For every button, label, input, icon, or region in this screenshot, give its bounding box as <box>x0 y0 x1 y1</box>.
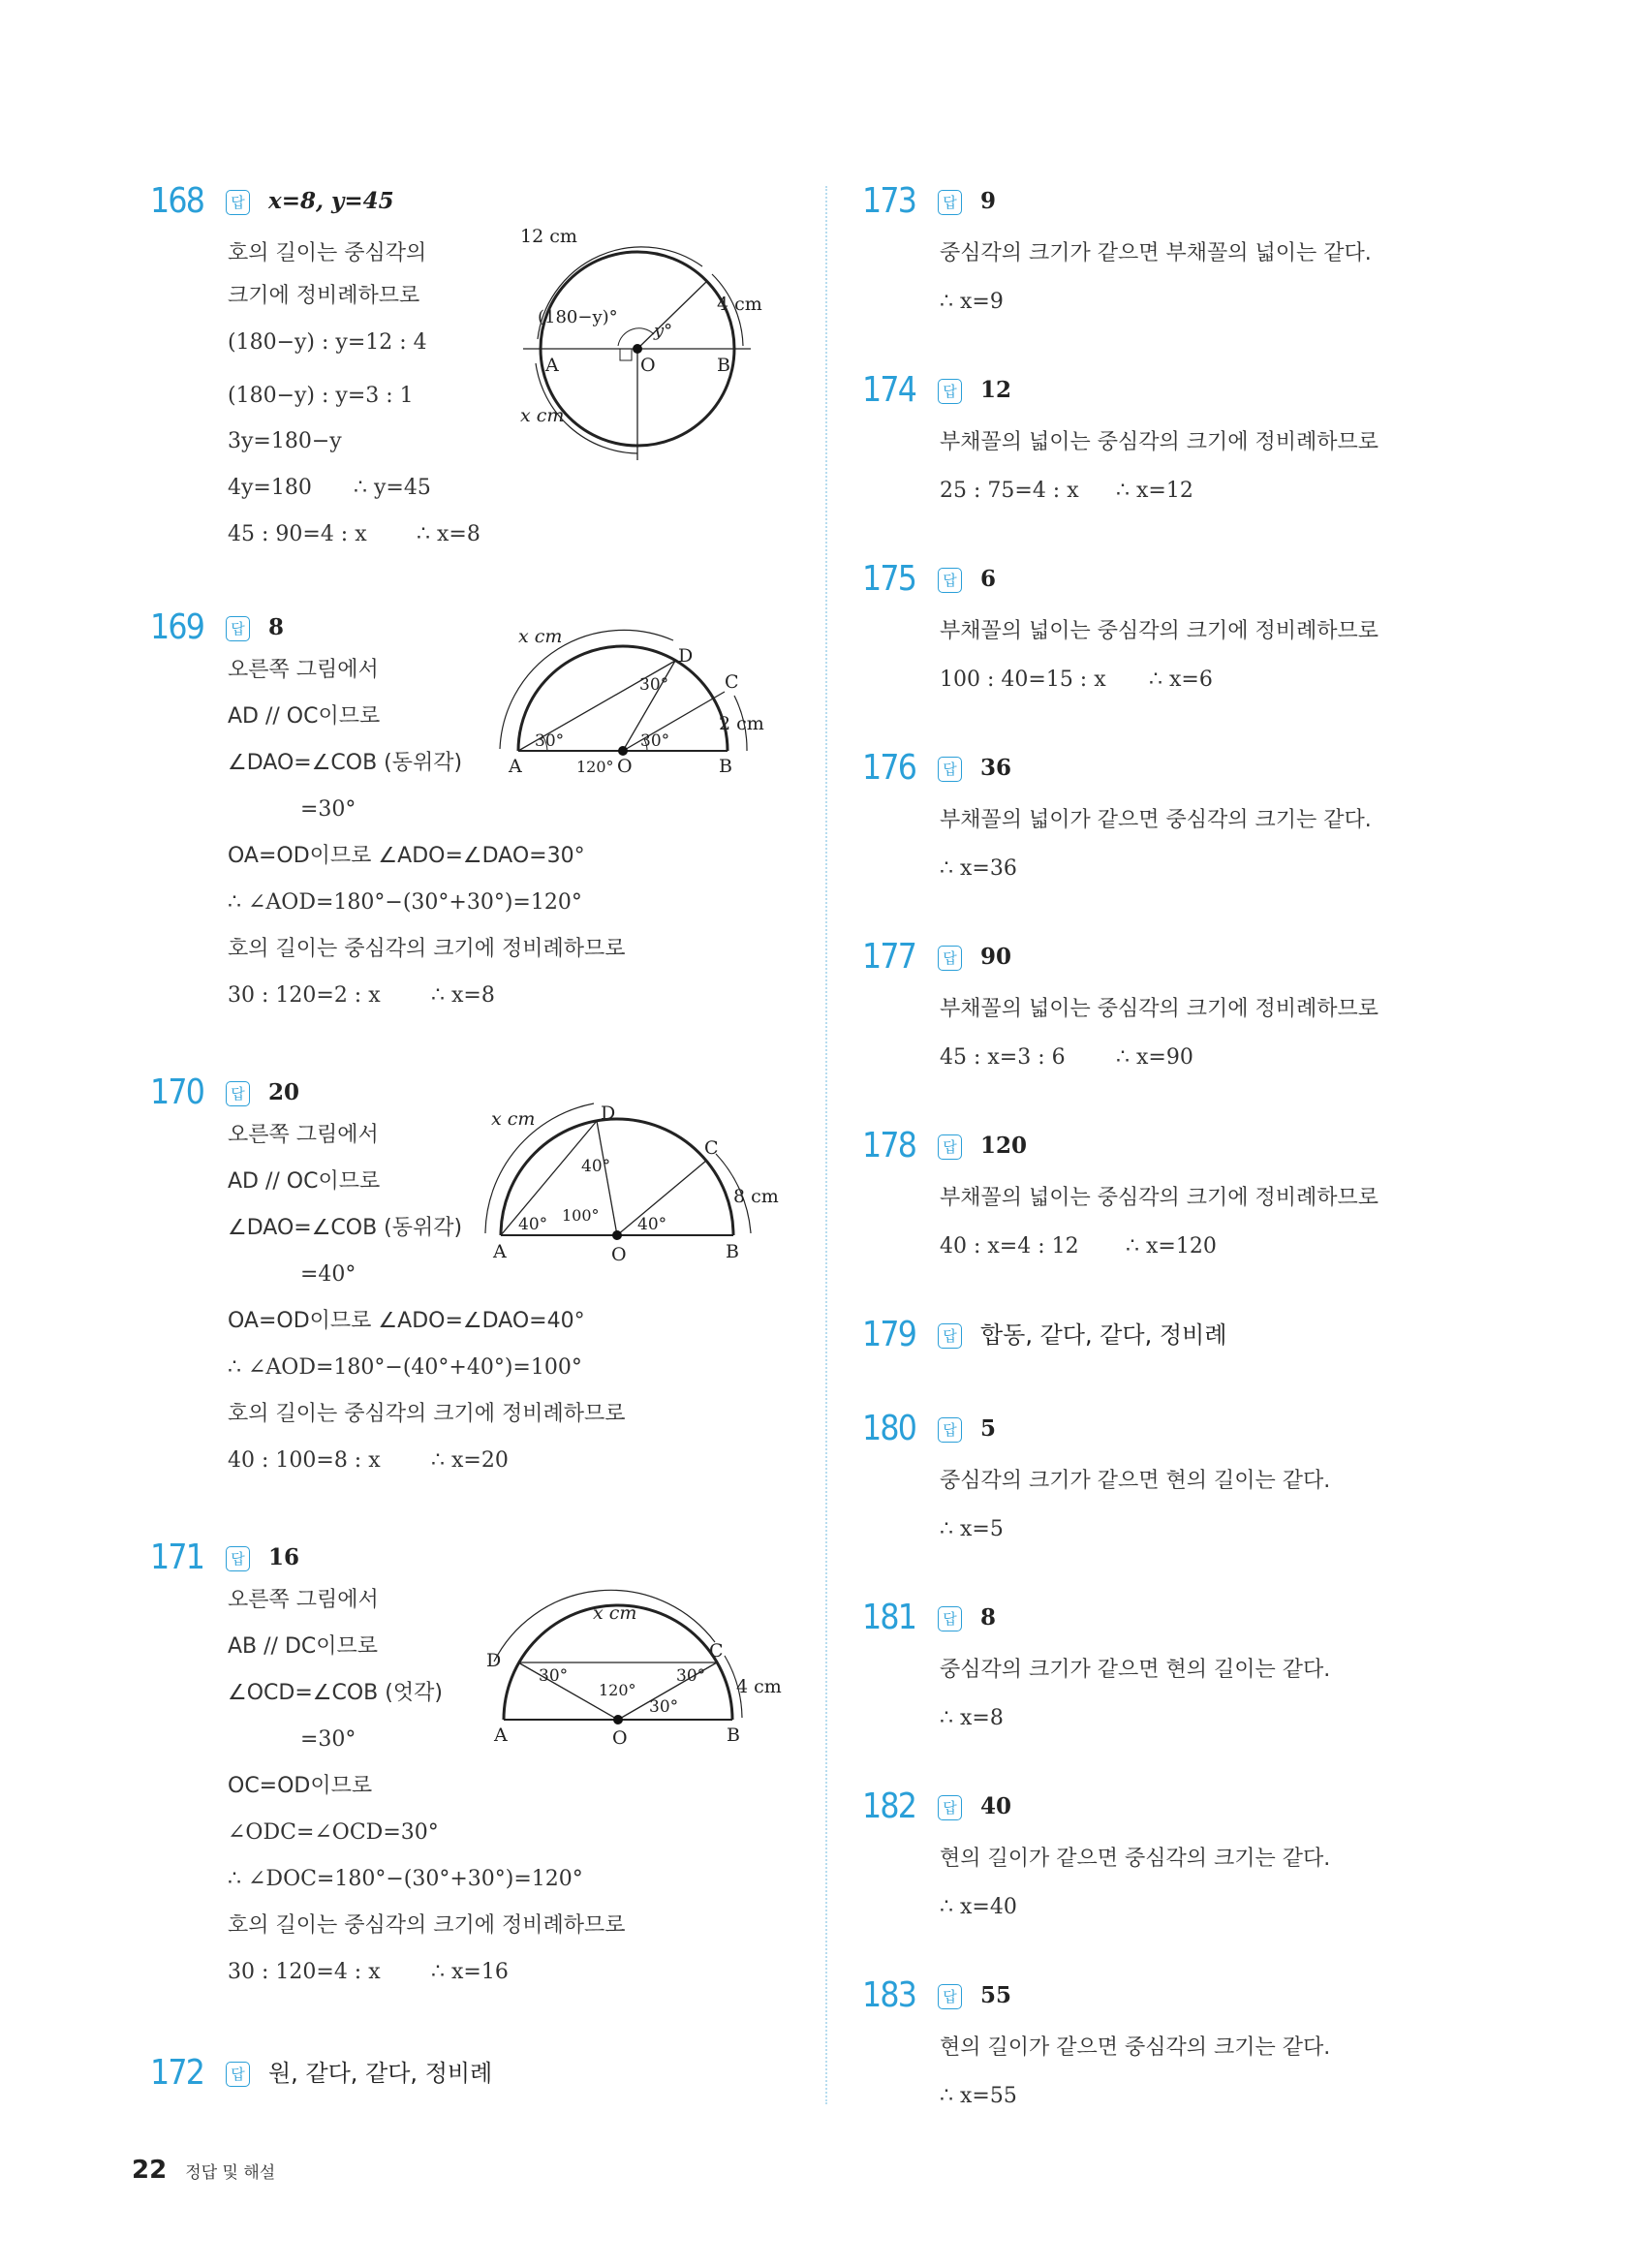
label-angle-OCD: 30° <box>676 1666 706 1686</box>
answer-text: 16 <box>268 1544 300 1570</box>
radius-OD <box>597 1121 617 1235</box>
answer-badge: 답 <box>938 1606 962 1631</box>
problem-number: 176 <box>862 748 916 788</box>
point-O: O <box>611 1244 627 1265</box>
center-point <box>633 344 642 354</box>
label-8cm: 8 cm <box>733 1186 779 1207</box>
solution-line: ∴ ∠AOD=180°−(40°+40°)=100° <box>228 1355 582 1380</box>
solution-line: 100 : 40=15 : x <box>940 668 1106 692</box>
solution-line: ∴ x=16 <box>431 1960 509 1984</box>
label-angle-ADO: 40° <box>581 1157 611 1176</box>
point-C: C <box>709 1640 724 1662</box>
solution-line: ∴ x=36 <box>940 856 1017 881</box>
answer-text: 8 <box>268 614 285 640</box>
point-A: A <box>493 1241 507 1262</box>
answer-text: 8 <box>980 1604 997 1631</box>
problem-number: 175 <box>862 559 916 599</box>
solution-line: 45 : 90=4 : x <box>228 522 367 546</box>
label-xcm: x cm <box>518 626 563 647</box>
answer-text: 120 <box>980 1133 1028 1159</box>
solution-line: 4y=180 <box>228 476 312 500</box>
point-A: A <box>509 756 522 777</box>
angle-arc <box>618 328 654 346</box>
point-B: B <box>726 1241 739 1262</box>
solution-line: AD // OC이므로 <box>228 1169 381 1194</box>
solution-line: AB // DC이므로 <box>228 1634 379 1659</box>
answer-text: 12 <box>980 377 1012 403</box>
label-angle-COB: 40° <box>637 1215 667 1234</box>
point-O: O <box>612 1727 628 1749</box>
label-angle-COB: 30° <box>640 731 670 751</box>
point-A: A <box>545 355 559 376</box>
point-B: B <box>727 1724 740 1746</box>
answer-badge: 답 <box>938 1795 962 1820</box>
solution-line: (180−y) : y=3 : 1 <box>228 384 414 408</box>
answer-badge: 답 <box>226 616 250 641</box>
solution-line: ∴ x=6 <box>1149 668 1213 692</box>
solution-line: ∠ODC=∠OCD=30° <box>228 1820 439 1845</box>
solution-line: 호의 길이는 중심각의 <box>228 241 427 265</box>
solution-line: ∴ x=8 <box>431 983 495 1008</box>
point-C: C <box>704 1137 719 1159</box>
answer-badge: 답 <box>226 190 250 215</box>
problem-number: 170 <box>150 1072 204 1112</box>
solution-line: 40 : x=4 : 12 <box>940 1234 1079 1258</box>
label-angle-180-y: (180−y)° <box>538 307 618 327</box>
point-O: O <box>617 756 633 777</box>
solution-line: (180−y) : y=12 : 4 <box>228 330 427 355</box>
point-D: D <box>678 645 694 667</box>
label-angle-DOC: 120° <box>599 1681 636 1699</box>
solution-line: 30 : 120=2 : x <box>228 983 381 1008</box>
answer-text: 6 <box>980 566 997 592</box>
label-xcm: x cm <box>520 405 565 426</box>
label-angle-ODC: 30° <box>539 1666 569 1686</box>
problem-181 <box>862 1596 1482 1730</box>
answer-badge: 답 <box>938 1323 962 1349</box>
answer-text: 36 <box>980 755 1012 781</box>
solution-line: ∠DAO=∠COB (동위각) <box>228 751 463 775</box>
page-number: 22 <box>132 2156 168 2185</box>
answer-badge: 답 <box>226 1546 250 1571</box>
answer-badge: 답 <box>938 1417 962 1443</box>
solution-line: 부채꼴의 넓이가 같으면 중심각의 크기는 같다. <box>940 808 1372 832</box>
problem-183 <box>862 1973 1482 2108</box>
answer-text: 5 <box>980 1415 997 1442</box>
problem-number: 181 <box>862 1598 916 1637</box>
solution-line: 30 : 120=4 : x <box>228 1960 381 1984</box>
problem-number: 178 <box>862 1126 916 1165</box>
problem-174 <box>862 368 1482 503</box>
solution-line: 호의 길이는 중심각의 크기에 정비례하므로 <box>228 1913 626 1938</box>
problem-number: 180 <box>862 1409 916 1448</box>
answer-text: x=8, y=45 <box>268 188 394 214</box>
solution-line: 오른쪽 그림에서 <box>228 658 379 682</box>
solution-line: =40° <box>300 1262 356 1287</box>
label-angle-y: y° <box>654 321 673 341</box>
solution-line: 부채꼴의 넓이는 중심각의 크기에 정비례하므로 <box>940 1186 1379 1210</box>
problem-169 <box>150 606 790 1008</box>
center-point <box>612 1230 622 1240</box>
right-angle-mark <box>620 349 632 360</box>
point-D: D <box>601 1103 616 1124</box>
solution-line: ∴ x=40 <box>940 1895 1017 1919</box>
label-4cm: 4 cm <box>736 1676 782 1697</box>
problem-176 <box>862 746 1482 881</box>
column-divider <box>825 186 827 2104</box>
solution-line: ∴ y=45 <box>354 476 431 500</box>
problem-170 <box>150 1071 790 1473</box>
label-angle-COB: 30° <box>649 1697 679 1717</box>
answer-text: 40 <box>980 1793 1012 1819</box>
problem-175 <box>862 557 1482 692</box>
solution-line: =30° <box>300 1727 356 1752</box>
answer-text: 20 <box>268 1079 300 1105</box>
problem-182 <box>862 1785 1482 1919</box>
label-12cm: 12 cm <box>520 226 577 247</box>
problem-number: 169 <box>150 607 204 647</box>
solution-line: ∴ ∠DOC=180°−(30°+30°)=120° <box>228 1867 583 1891</box>
solution-line: 3y=180−y <box>228 429 342 453</box>
problem-number: 177 <box>862 937 916 977</box>
center-point <box>613 1715 623 1724</box>
answer-badge: 답 <box>938 568 962 593</box>
solution-line: OA=OD이므로 ∠ADO=∠DAO=40° <box>228 1309 585 1333</box>
figure-168 <box>518 226 762 475</box>
answer-text: 원, 같다, 같다, 정비례 <box>268 2060 493 2087</box>
figure-169 <box>494 626 765 790</box>
answer-badge: 답 <box>938 1984 962 2009</box>
point-O: O <box>640 355 656 376</box>
solution-line: ∴ x=8 <box>417 522 480 546</box>
center-point <box>618 746 628 756</box>
page-footer <box>132 2156 275 2185</box>
answer-badge: 답 <box>938 1134 962 1160</box>
solution-line: ∴ x=5 <box>940 1517 1004 1541</box>
problem-173 <box>862 179 1482 314</box>
answer-badge: 답 <box>226 2062 250 2087</box>
point-A: A <box>494 1724 508 1746</box>
problem-number: 183 <box>862 1975 916 2015</box>
solution-line: ∴ x=120 <box>1126 1234 1217 1258</box>
label-angle-AOD: 120° <box>576 758 614 776</box>
answer-badge: 답 <box>938 379 962 404</box>
solution-line: ∴ ∠AOD=180°−(30°+30°)=120° <box>228 890 582 915</box>
solution-line: ∴ x=20 <box>431 1448 509 1473</box>
solution-line: 크기에 정비례하므로 <box>228 284 420 308</box>
footer-label: 정답 및 해설 <box>185 2163 276 2183</box>
answer-badge: 답 <box>938 946 962 971</box>
problem-178 <box>862 1124 1482 1258</box>
problem-180 <box>862 1407 1482 1541</box>
point-B: B <box>717 355 730 376</box>
problem-number: 173 <box>862 181 916 221</box>
solution-line: 중심각의 크기가 같으면 현의 길이는 같다. <box>940 1469 1331 1493</box>
solution-line: ∴ x=8 <box>940 1706 1004 1730</box>
problem-172 <box>150 2051 790 2101</box>
solution-line: 호의 길이는 중심각의 크기에 정비례하므로 <box>228 1402 626 1426</box>
answer-text: 55 <box>980 1982 1012 2008</box>
problem-171 <box>150 1536 790 1984</box>
solution-line: 현의 길이가 같으면 중심각의 크기는 같다. <box>940 1847 1331 1871</box>
solution-line: ∠OCD=∠COB (엇각) <box>228 1681 443 1705</box>
answer-text: 9 <box>980 188 997 214</box>
label-angle-DAO: 40° <box>518 1215 548 1234</box>
problem-168 <box>150 179 790 546</box>
solution-line: ∠DAO=∠COB (동위각) <box>228 1216 463 1240</box>
problem-number: 172 <box>150 2053 204 2093</box>
solution-line: 현의 길이가 같으면 중심각의 크기는 같다. <box>940 2035 1331 2060</box>
solution-line: 중심각의 크기가 같으면 부채꼴의 넓이는 같다. <box>940 241 1372 265</box>
answer-badge: 답 <box>938 190 962 215</box>
solution-line: 부채꼴의 넓이는 중심각의 크기에 정비례하므로 <box>940 430 1379 454</box>
solution-line: 중심각의 크기가 같으면 현의 길이는 같다. <box>940 1658 1331 1682</box>
solution-line: =30° <box>300 797 356 822</box>
solution-line: 45 : x=3 : 6 <box>940 1045 1066 1070</box>
figure-171 <box>484 1602 782 1758</box>
solution-line: 40 : 100=8 : x <box>228 1448 381 1473</box>
solution-line: 오른쪽 그림에서 <box>228 1123 379 1147</box>
answer-badge: 답 <box>938 757 962 782</box>
problem-179 <box>862 1313 1482 1363</box>
answer-text: 합동, 같다, 같다, 정비례 <box>980 1321 1227 1349</box>
label-angle-DAO: 30° <box>535 731 565 751</box>
answer-text: 90 <box>980 944 1012 970</box>
answer-badge: 답 <box>226 1081 250 1106</box>
solution-line: OA=OD이므로 ∠ADO=∠DAO=30° <box>228 844 585 868</box>
point-D: D <box>486 1650 502 1671</box>
figure-170 <box>480 1098 779 1267</box>
solution-line: ∴ x=12 <box>1116 479 1193 503</box>
point-B: B <box>719 756 732 777</box>
label-xcm: x cm <box>593 1602 637 1624</box>
solution-line: ∴ x=90 <box>1116 1045 1193 1070</box>
solution-line: OC=OD이므로 <box>228 1774 373 1798</box>
problem-number: 171 <box>150 1538 204 1577</box>
solution-line: 부채꼴의 넓이는 중심각의 크기에 정비례하므로 <box>940 619 1379 643</box>
label-angle-AOD: 100° <box>562 1206 600 1225</box>
label-2cm: 2 cm <box>719 713 764 734</box>
problem-number: 182 <box>862 1786 916 1826</box>
problem-number: 179 <box>862 1315 916 1354</box>
solution-line: 25 : 75=4 : x <box>940 479 1079 503</box>
label-xcm: x cm <box>491 1108 536 1130</box>
solution-line: 호의 길이는 중심각의 크기에 정비례하므로 <box>228 937 626 961</box>
solution-line: 오른쪽 그림에서 <box>228 1588 379 1612</box>
solution-line: 부채꼴의 넓이는 중심각의 크기에 정비례하므로 <box>940 997 1379 1021</box>
radius-OC <box>623 692 725 751</box>
label-angle-ADO: 30° <box>639 675 669 695</box>
point-C: C <box>725 671 739 693</box>
solution-line: ∴ x=55 <box>940 2084 1017 2108</box>
label-4cm: 4 cm <box>717 294 762 315</box>
solution-line: AD // OC이므로 <box>228 704 381 729</box>
solution-line: ∴ x=9 <box>940 290 1004 314</box>
problem-number: 168 <box>150 181 204 221</box>
problem-177 <box>862 935 1482 1070</box>
problem-number: 174 <box>862 370 916 410</box>
